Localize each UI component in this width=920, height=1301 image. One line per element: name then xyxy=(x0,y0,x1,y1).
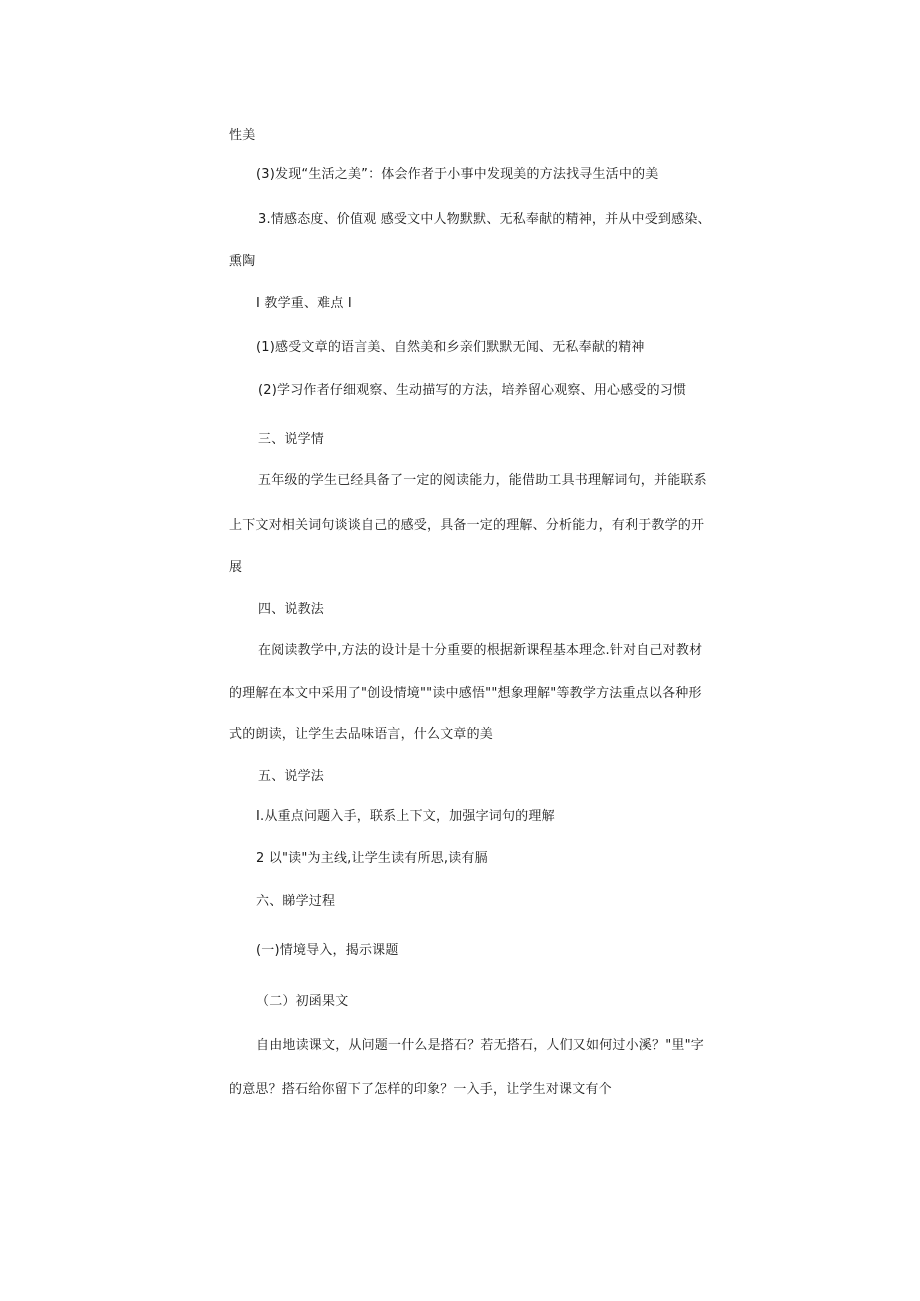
section-heading-process: 六、睇学过程 xyxy=(256,894,336,909)
text-line-learning-1: I.从重点问题入手，联系上下文，加强字词句的理解 xyxy=(256,809,555,824)
text-line-continuation: 性美 xyxy=(229,128,256,143)
text-line-learners-2: 上下文对相关词句谈谈自己的感受，具备一定的理解、分析能力，有利于教学的开 xyxy=(229,518,705,533)
text-line-method-3: 式的朗读，让学生去品味语言，什么文章的美 xyxy=(229,727,494,742)
text-line-step-2: （二）初函果文 xyxy=(256,994,349,1009)
text-line-goal-3: (3)发现“生活之美”：体会作者于小事中发现美的方法找寻生活中的美 xyxy=(256,167,659,182)
text-line-learners-1: 五年级的学生已经具备了一定的阅读能力，能借助工具书理解词句，并能联系 xyxy=(258,473,707,488)
text-line-continuation: 展 xyxy=(229,560,243,575)
text-line-step-1: (一)情境导入，揭示课题 xyxy=(256,943,399,958)
text-line-reading-2: 的意思？搭石给你留下了怎样的印象？一入手，让学生对课文有个 xyxy=(229,1082,612,1097)
text-line-method-2: 的理解在本文中采用了"创设情境""读中感悟""想象理解"等教学方法重点以各种形 xyxy=(229,686,702,701)
text-line-learning-2: 2 以"读"为主线,让学生读有所思,读有膈 xyxy=(256,851,488,866)
text-line-key-point-1: (1)感受文章的语言美、自然美和乡亲们默默无闻、无私奉献的精神 xyxy=(256,340,645,355)
section-heading-learning-method: 五、说学法 xyxy=(258,769,325,784)
text-line-key-point-2: (2)学习作者仔细观察、生动描写的方法，培养留心观察、用心感受的习惯 xyxy=(258,383,687,398)
text-line-method-1: 在阅读教学中,方法的设计是十分重要的根据新课程基本理念.针对自己对教材 xyxy=(258,643,703,658)
section-heading-learners: 三、说学情 xyxy=(258,432,325,447)
text-line-emotion-goal: 3.情感态度、价值观 感受文中人物默默、无私奉献的精神，并从中受到感染、 xyxy=(258,212,711,227)
text-line-reading-1: 自由地读课文，从问题一什么是搭石？若无搭石，人们又如何过小溪？"里"字 xyxy=(256,1038,704,1053)
text-line-continuation: 熏陶 xyxy=(229,254,256,269)
section-heading-teaching-method: 四、说教法 xyxy=(258,602,325,617)
section-heading-key-points: I 教学重、难点 I xyxy=(256,296,352,311)
